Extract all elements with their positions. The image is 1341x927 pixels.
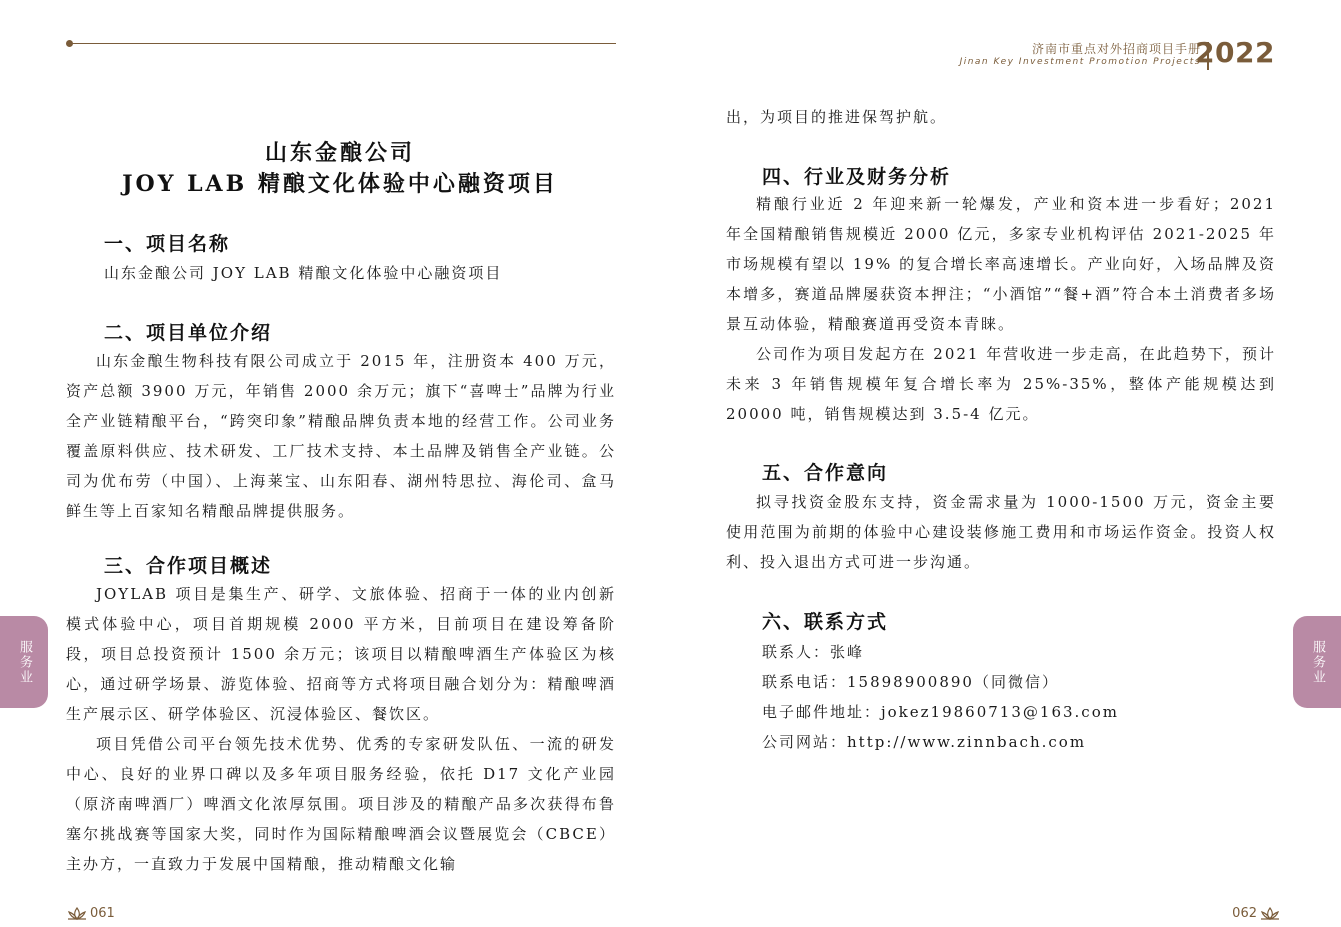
section-1-heading: 一、项目名称	[104, 233, 231, 255]
left-page	[0, 0, 670, 927]
section-4-paragraph-1: 精酿行业近 2 年迎来新一轮爆发，产业和资本进一步看好；2021 年全国精酿销售规模近 2000 亿元，多家专业机构评估 2021-2025 年市场规模有望以 19% 的复合增长率高速增长。产业向好，入场品牌及资本增多，赛道品牌屡获资本押注；“小酒馆”“餐+酒”符合本土消费者多场景互动体验，精酿赛道再受资本青睐。	[726, 195, 1276, 333]
section-2-text: 山东金酿生物科技有限公司成立于 2015 年，注册资本 400 万元，资产总额 3900 万元，年销售 2000 余万元；旗下“喜啤士”品牌为行业全产业链精酿平台，“跨突印象”精酿品牌负责本地的经营工作。公司业务覆盖原料供应、技术研发、工厂技术支持、本土品牌及销售全产业链。公司为优布劳（中国）、上海莱宝、山东阳春、湖州特思拉、海伦司、盒马鲜生等上百家知名精酿品牌提供服务。	[66, 352, 616, 520]
page-number-right-text: 062	[1232, 906, 1257, 921]
contact-person: 联系人：张峰	[762, 643, 865, 661]
header-rule-line	[72, 43, 616, 44]
section-3-heading: 三、合作项目概述	[104, 555, 273, 577]
header-title-cn: 济南市重点对外招商项目手册	[1031, 42, 1201, 56]
side-tab-right[interactable]	[1293, 616, 1341, 708]
section-3-paragraph-2-continued: 出，为项目的推进保驾护航。	[726, 108, 948, 126]
right-page	[670, 0, 1341, 927]
section-3-paragraph-1: JOYLAB 项目是集生产、研学、文旅体验、招商于一体的业内创新模式体验中心，项目首期规模 2000 平方米，目前项目在建设筹备阶段，项目总投资预计 1500 余万元；该项目以精酿啤酒生产体验区为核心，通过研学场景、游览体验、招商等方式将项目融合划分为：精酿啤酒生产展示区、研学体验区、沉浸体验区、餐饮区。	[66, 585, 616, 723]
section-2-heading: 二、项目单位介绍	[104, 322, 273, 344]
header-year: 2022	[1195, 36, 1275, 69]
section-6-heading: 六、联系方式	[762, 611, 889, 633]
section-4-paragraph-2: 公司作为项目发起方在 2021 年营收进一步走高，在此趋势下，预计未来 3 年销售规模年复合增长率为 25%-35%，整体产能规模达到 20000 吨，销售规模达到 3.5-4 亿元。	[726, 345, 1276, 423]
section-5-heading: 五、合作意向	[762, 462, 889, 484]
section-5-text: 拟寻找资金股东支持，资金需求量为 1000-1500 万元，资金主要使用范围为前期的体验中心建设装修施工费用和市场运作资金。投资人权利、投入退出方式可进一步沟通。	[726, 493, 1276, 571]
header-title-en: Jinan Key Investment Promotion Projects	[959, 57, 1201, 67]
side-tab-left[interactable]	[0, 616, 48, 708]
contact-phone: 联系电话：15898900890（同微信）	[762, 673, 1059, 691]
contact-website: 公司网站：http://www.zinnbach.com	[762, 733, 1087, 751]
section-3-paragraph-2: 项目凭借公司平台领先技术优势、优秀的专家研发队伍、一流的研发中心、良好的业界口碑以及多年项目服务经验，依托 D17 文化产业园（原济南啤酒厂）啤酒文化浓厚氛围。项目涉及的精酿产品多次获得布鲁塞尔挑战赛等国家大奖，同时作为国际精酿啤酒会议暨展览会（CBCE）主办方，一直致力于发展中国精酿，推动精酿文化输	[66, 735, 616, 873]
contact-email: 电子邮件地址：jokez19860713@163.com	[762, 703, 1119, 721]
side-tab-label: 服务业	[1310, 639, 1325, 685]
page-number-left-text: 061	[90, 906, 115, 921]
section-1-text: 山东金酿公司 JOY LAB 精酿文化体验中心融资项目	[104, 264, 503, 282]
doc-title-line1: 山东金酿公司	[264, 140, 415, 166]
page-number-right	[1232, 906, 1281, 921]
lotus-icon	[66, 907, 88, 921]
doc-title-line2: JOY LAB 精酿文化体验中心融资项目	[122, 171, 558, 197]
side-tab-label: 服务业	[17, 639, 32, 685]
section-4-heading: 四、行业及财务分析	[762, 166, 952, 188]
page-number-left	[66, 906, 115, 921]
lotus-icon	[1259, 907, 1281, 921]
